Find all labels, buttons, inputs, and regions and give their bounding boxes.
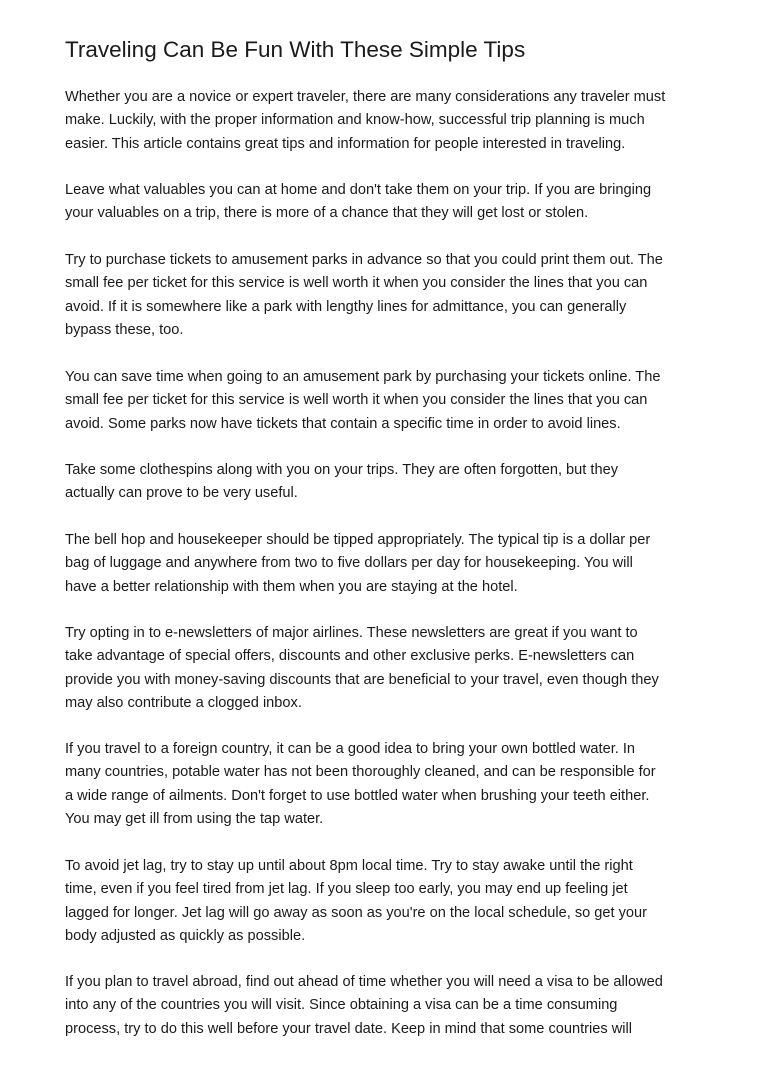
paragraph-line: The bell hop and housekeeper should be tipped appropriately. The typical tip is a dollar per [65,532,651,548]
paragraph-line: make. Luckily, with the proper information and know-how, successful trip planning is much [65,112,645,129]
paragraph-line: You may get ill from using the tap water. [65,810,324,827]
paragraph-line: If you plan to travel abroad, find out ahead of time whether you will need a visa to be allowed [65,974,663,990]
paragraph-newsletters [65,622,659,715]
paragraph-clothespins [65,459,618,506]
paragraph-line: lagged for longer. Jet lag will go away as soon as you're on the local schedule, so get your [65,904,648,921]
paragraph-line: time, even if you feel tired from jet lag. If you sleep too early, you may end up feeling jet [65,881,628,898]
paragraph-line: take advantage of special offers, discounts and other exclusive perks. E-newsletters can [65,648,635,665]
paragraph-line: process, try to do this well before your travel date. Keep in mind that some countries will [65,1020,632,1037]
paragraph-line: small fee per ticket for this service is well worth it when you consider the lines that you can [65,275,648,292]
paragraph-line: a wide range of ailments. Don't forget to use bottled water when brushing your teeth either. [65,787,650,804]
document-title: Traveling Can Be Fun With These Simple Tips [65,37,526,62]
paragraph-tipping [65,529,650,599]
paragraph-line: many countries, potable water has not been thoroughly cleaned, and can be responsible for [65,764,656,781]
paragraph-park-tickets [65,249,663,342]
paragraph-line: actually can prove to be very useful. [65,485,298,502]
paragraph-line: easier. This article contains great tips and information for people interested in traveling. [65,135,626,152]
paragraph-line: If you travel to a foreign country, it can be a good idea to bring your own bottled water. In [65,741,636,757]
paragraph-jet-lag [65,855,647,948]
paragraph-valuables [65,179,651,226]
paragraph-line: You can save time when going to an amusement park by purchasing your tickets online. The [65,369,661,385]
paragraph-line: Try opting in to e-newsletters of major airlines. These newsletters are great if you want to [65,625,638,641]
paragraph-line: Try to purchase tickets to amusement parks in advance so that you could print them out. The [65,252,663,268]
paragraph-line: provide you with money-saving discounts that are beneficial to your travel, even though they [65,671,659,688]
paragraph-online-tickets [65,366,660,436]
paragraph-visa [65,971,663,1041]
paragraph-line: Whether you are a novice or expert traveler, there are many considerations any traveler must [65,89,666,105]
paragraph-line: avoid. If it is somewhere like a park with lengthy lines for admittance, you can generally [65,298,627,315]
paragraph-line: To avoid jet lag, try to stay up until about 8pm local time. Try to stay awake until the right [65,858,633,874]
paragraph-line: may also contribute a clogged inbox. [65,694,302,711]
paragraph-line: your valuables on a trip, there is more of a chance that they will get lost or stolen. [65,205,589,222]
paragraph-line: avoid. Some parks now have tickets that contain a specific time in order to avoid lines. [65,415,621,432]
paragraph-line: small fee per ticket for this service is well worth it when you consider the lines that you can [65,392,648,409]
paragraph-line: Leave what valuables you can at home and don't take them on your trip. If you are bringing [65,182,652,198]
paragraph-line: into any of the countries you will visit. Since obtaining a visa can be a time consuming [65,997,618,1014]
paragraph-line: have a better relationship with them when you are staying at the hotel. [65,578,518,595]
paragraph-intro [65,86,665,156]
paragraph-line: body adjusted as quickly as possible. [65,927,306,944]
paragraph-bottled-water [65,738,656,831]
paragraph-line: bypass these, too. [65,321,184,338]
paragraph-line: bag of luggage and anywhere from two to five dollars per day for housekeeping. You will [65,555,633,572]
paragraph-line: Take some clothespins along with you on your trips. They are often forgotten, but they [65,462,618,478]
